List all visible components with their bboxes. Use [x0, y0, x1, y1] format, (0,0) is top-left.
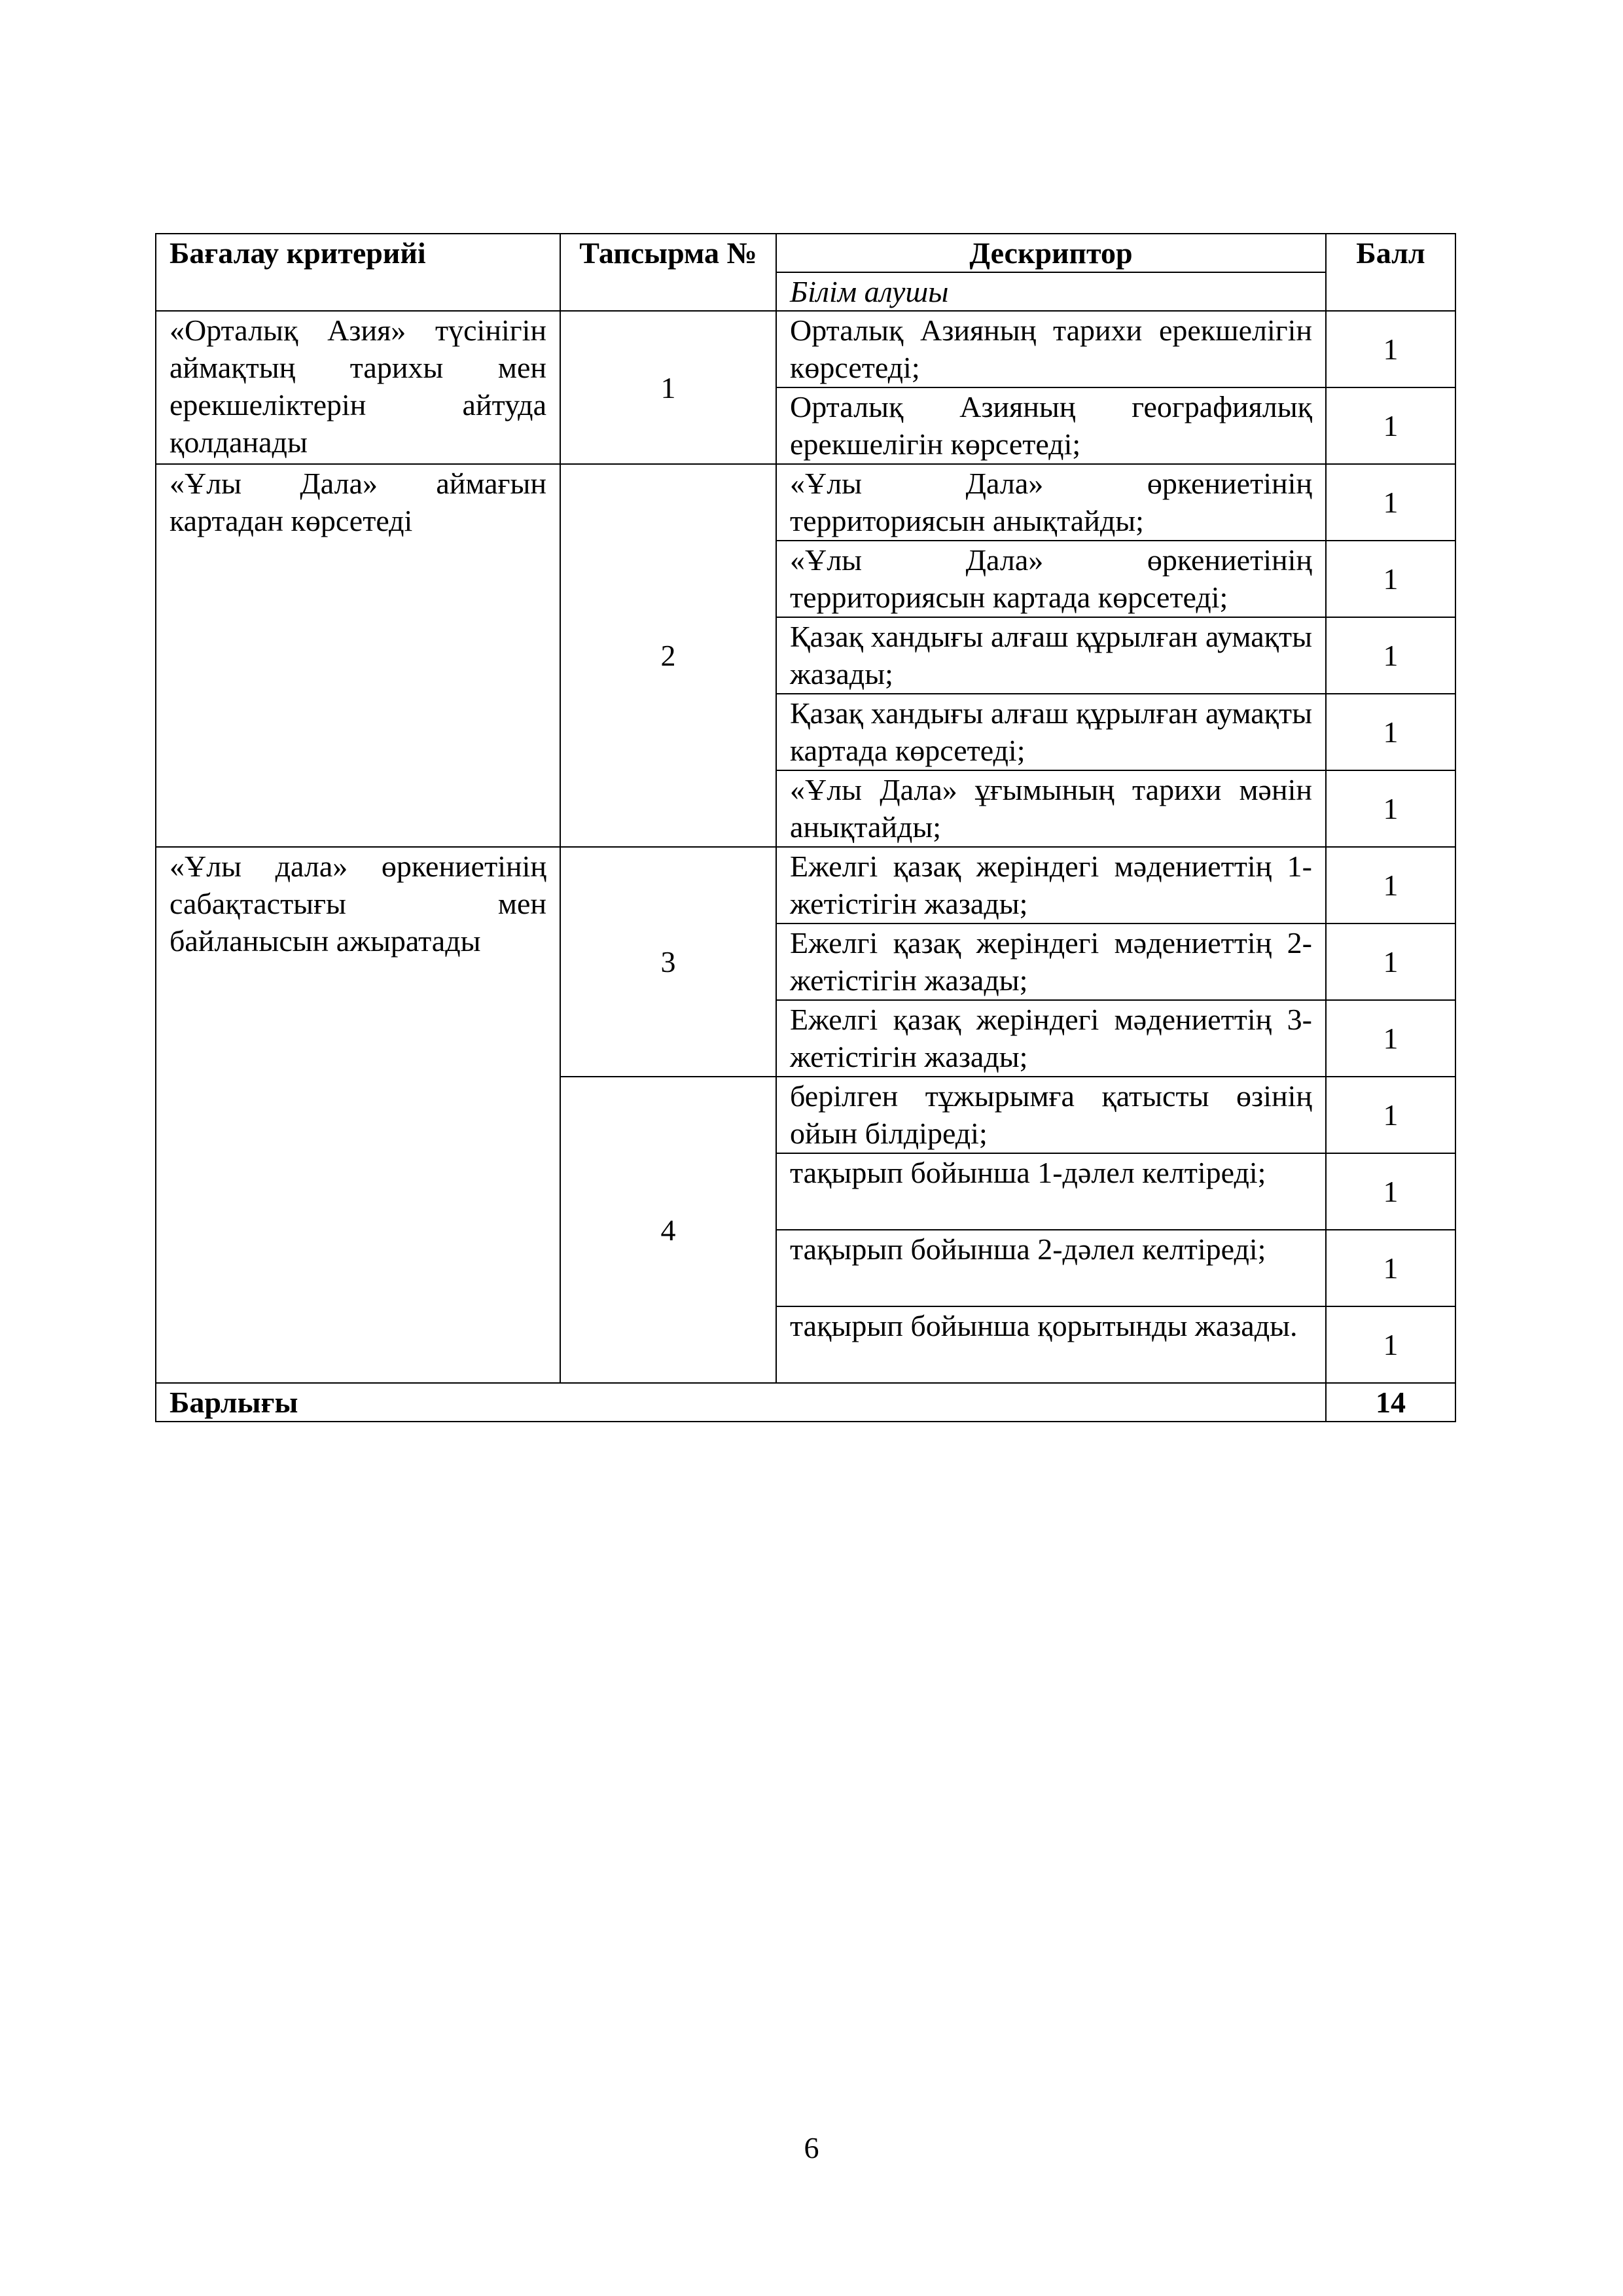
score-cell: 1	[1326, 617, 1455, 694]
total-score: 14	[1326, 1383, 1455, 1422]
total-row	[156, 1383, 1455, 1422]
header-criterion: Бағалау критерийі	[156, 234, 560, 311]
task-number-cell: 4	[560, 1077, 776, 1383]
table-row	[156, 847, 1455, 924]
score-cell: 1	[1326, 1306, 1455, 1383]
score-cell: 1	[1326, 464, 1455, 541]
descriptor-cell: «Ұлы Дала» өркениетінің территориясын анықтайды;	[776, 464, 1326, 541]
score-cell: 1	[1326, 1000, 1455, 1077]
descriptor-cell: тақырып бойынша қорытынды жазады.	[776, 1306, 1326, 1383]
descriptor-cell: Ежелгі қазақ жеріндегі мәдениеттің 2-жетістігін жазады;	[776, 924, 1326, 1000]
descriptor-cell: берілген тұжырымға қатысты өзінің ойын білдіреді;	[776, 1077, 1326, 1153]
task-number-cell: 3	[560, 847, 776, 1077]
score-cell: 1	[1326, 1077, 1455, 1153]
score-cell: 1	[1326, 1230, 1455, 1306]
header-descriptor: Дескриптор	[776, 234, 1326, 272]
score-cell: 1	[1326, 770, 1455, 847]
criterion-cell: «Орталық Азия» түсінігін аймақтың тарихы мен ерекшеліктерін айтуда қолданады	[156, 311, 560, 464]
descriptor-cell: Қазақ хандығы алғаш құрылған аумақты картада көрсетеді;	[776, 694, 1326, 770]
criterion-cell: «Ұлы дала» өркениетінің сабақтастығы мен байланысын ажыратады	[156, 847, 560, 1383]
descriptor-cell: Қазақ хандығы алғаш құрылған аумақты жазады;	[776, 617, 1326, 694]
score-cell: 1	[1326, 1153, 1455, 1230]
total-label: Барлығы	[156, 1383, 1326, 1422]
score-cell: 1	[1326, 694, 1455, 770]
descriptor-cell: «Ұлы Дала» өркениетінің территориясын картада көрсетеді;	[776, 541, 1326, 617]
header-task: Тапсырма №	[560, 234, 776, 311]
task-number-cell: 1	[560, 311, 776, 464]
page-number: 6	[804, 2131, 819, 2164]
header-descriptor-sub: Білім алушы	[776, 272, 1326, 311]
score-cell: 1	[1326, 541, 1455, 617]
descriptor-cell: Ежелгі қазақ жеріндегі мәдениеттің 1-жетістігін жазады;	[776, 847, 1326, 924]
task-number-cell: 2	[560, 464, 776, 847]
table-header-row	[156, 234, 1455, 272]
descriptor-cell: «Ұлы Дала» ұғымының тарихи мәнін анықтайды;	[776, 770, 1326, 847]
score-cell: 1	[1326, 847, 1455, 924]
descriptor-cell: тақырып бойынша 1-дәлел келтіреді;	[776, 1153, 1326, 1230]
score-cell: 1	[1326, 924, 1455, 1000]
descriptor-cell: тақырып бойынша 2-дәлел келтіреді;	[776, 1230, 1326, 1306]
score-cell: 1	[1326, 311, 1455, 387]
table-row	[156, 464, 1455, 541]
table-row	[156, 311, 1455, 387]
header-score: Балл	[1326, 234, 1455, 311]
assessment-rubric-table	[155, 233, 1456, 1422]
score-cell: 1	[1326, 387, 1455, 464]
criterion-cell: «Ұлы Дала» аймағын картадан көрсетеді	[156, 464, 560, 847]
descriptor-cell: Орталық Азияның географиялық ерекшелігін көрсетеді;	[776, 387, 1326, 464]
descriptor-cell: Орталық Азияның тарихи ерекшелігін көрсетеді;	[776, 311, 1326, 387]
descriptor-cell: Ежелгі қазақ жеріндегі мәдениеттің 3-жетістігін жазады;	[776, 1000, 1326, 1077]
